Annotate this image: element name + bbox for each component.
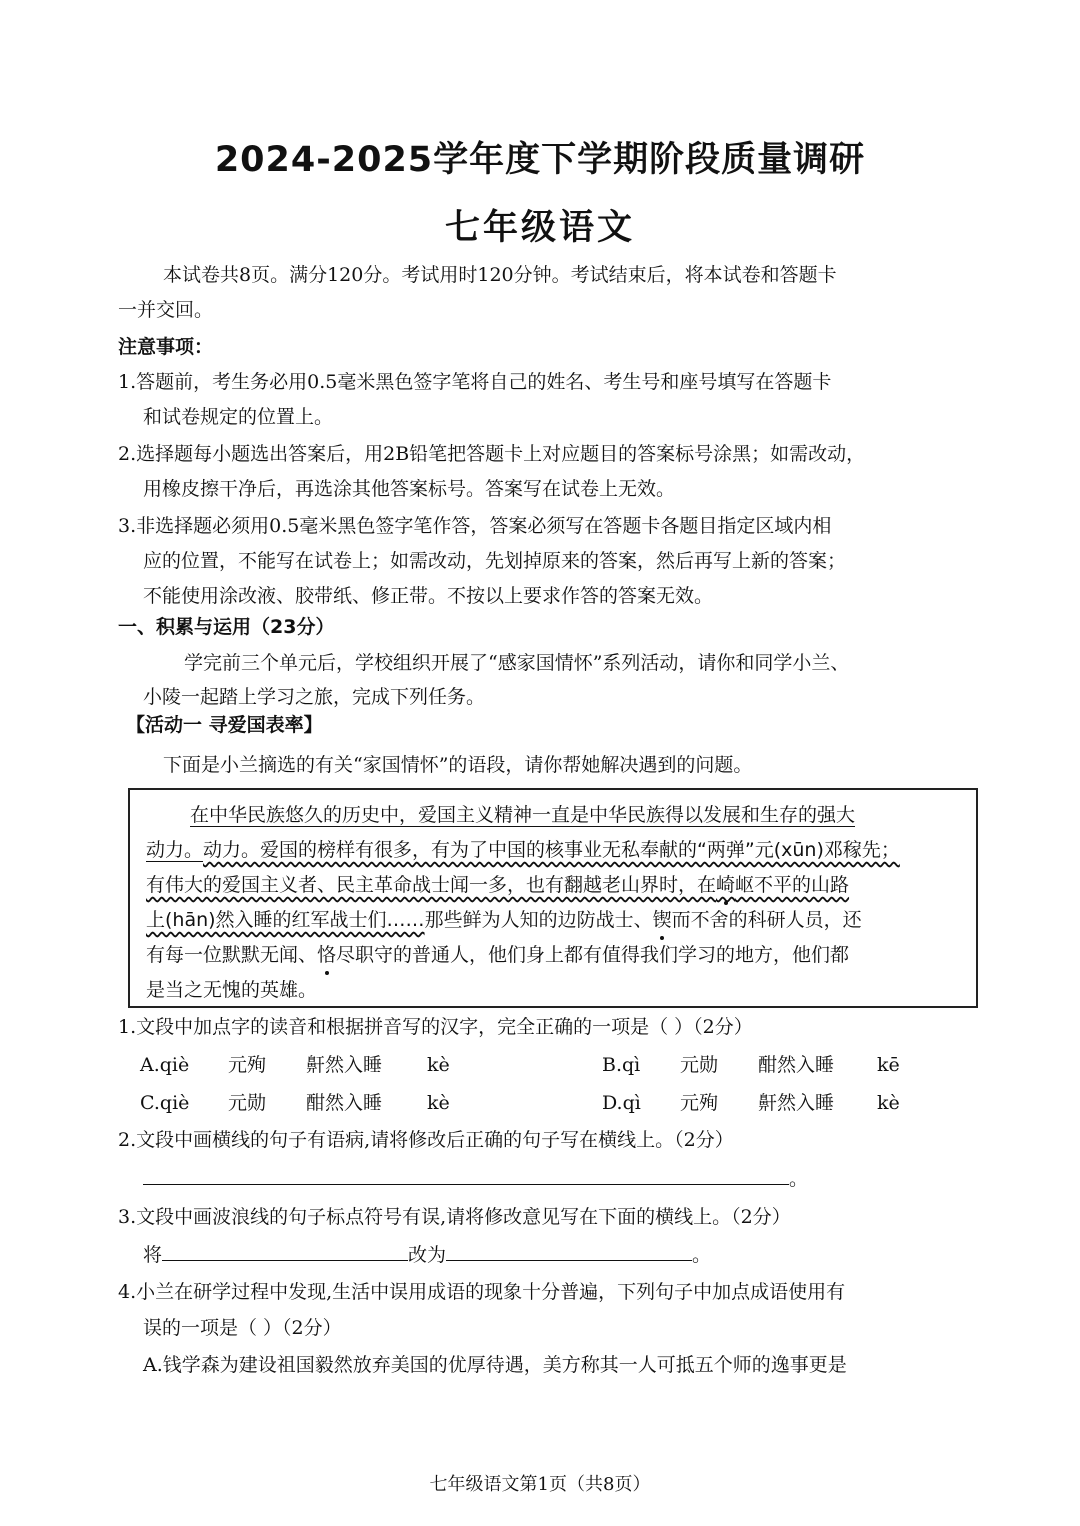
note-1-line-2: 和试卷规定的位置上。 bbox=[143, 406, 334, 428]
q1-option-c-idiom: 酣然入睡 bbox=[306, 1092, 383, 1114]
passage-box bbox=[128, 788, 978, 1008]
note-3-line-2: 应的位置，不能写在试卷上；如需改动，先划掉原来的答案，然后再写上新的答案； bbox=[143, 550, 847, 572]
q1-option-b-label[interactable]: B.qì bbox=[602, 1054, 641, 1076]
wavy-sentence-part-4: 上(hān)然入睡的红军战士们…… bbox=[146, 909, 425, 931]
passage-text-5a: 有每一位默默无闻、 bbox=[146, 944, 318, 966]
question-1-stem: 1.文段中加点字的读音和根据拼音写的汉字，完全正确的一项是（ ）（2分） bbox=[118, 1016, 753, 1038]
q1-option-b-idiom: 酣然入睡 bbox=[758, 1054, 835, 1076]
wavy-sentence-part-1: 动力。爱国的榜样有很多，有为了中国的核事业无私奉献的“两弹”元(xūn)邓稼先； bbox=[203, 839, 900, 861]
exam-title: 2024-2025学年度下学期阶段质量调研 bbox=[214, 140, 866, 180]
q4-option-a-line-1[interactable]: A.钱学森为建设祖国毅然放弃美国的优厚待遇，美方称其一人可抵五个师的逸事更是 bbox=[143, 1354, 847, 1376]
q1-option-a-label[interactable]: A.qiè bbox=[140, 1054, 190, 1076]
intro-line-2: 一并交回。 bbox=[118, 299, 214, 321]
notes-heading: 注意事项： bbox=[118, 336, 214, 358]
passage-line-6: 是当之无愧的英雄。 bbox=[146, 979, 318, 1001]
passage-line-1 bbox=[190, 802, 855, 828]
underlined-sentence-part-1: 在中华民族悠久的历史中，爱国主义精神一直是中华民族得以发展和生存的强大 bbox=[190, 804, 856, 826]
passage-line-5 bbox=[146, 942, 849, 968]
q1-option-d-idiom: 鼾然入睡 bbox=[758, 1092, 835, 1114]
q1-option-c-pinyin: kè bbox=[427, 1092, 450, 1114]
note-2-line-1: 2.选择题每小题选出答案后，用2B铅笔把答题卡上对应题目的答案标号涂黑；如需改动， bbox=[118, 443, 866, 465]
passage-line-4 bbox=[146, 907, 862, 933]
question-4-stem-2: 误的一项是（ ）（2分） bbox=[143, 1317, 342, 1339]
q2-answer-blank[interactable] bbox=[143, 1164, 789, 1185]
q3-jiang-label: 将 bbox=[143, 1244, 163, 1266]
section-1-intro-1: 学完前三个单元后，学校组织开展了“感家国情怀”系列活动，请你和同学小兰、 bbox=[184, 652, 850, 674]
question-4-stem-1: 4.小兰在研学过程中发现,生活中误用成语的现象十分普遍，下列句子中加点成语使用有 bbox=[118, 1281, 846, 1303]
question-3-answer-line bbox=[143, 1240, 711, 1268]
question-3-stem: 3.文段中画波浪线的句子标点符号有误,请将修改意见写在下面的横线上。（2分） bbox=[118, 1206, 791, 1228]
q1-option-c-label[interactable]: C.qiè bbox=[140, 1092, 190, 1114]
underlined-sentence-part-2: 动力。 bbox=[146, 839, 204, 861]
activity-1-title: 【活动一 寻爱国表率】 bbox=[126, 714, 323, 736]
dotted-char-ke: 恪 bbox=[317, 944, 337, 966]
activity-1-intro: 下面是小兰摘选的有关“家国情怀”的语段，请你帮她解决遇到的问题。 bbox=[163, 754, 753, 776]
q3-period: 。 bbox=[692, 1244, 712, 1266]
intro-line-1: 本试卷共8页。满分120分。考试用时120分钟。考试结束后，将本试卷和答题卡 bbox=[163, 264, 837, 286]
q3-corrected-blank[interactable] bbox=[446, 1240, 692, 1261]
passage-line-2 bbox=[146, 837, 900, 863]
page-footer: 七年级语文第1页（共8页） bbox=[429, 1474, 651, 1495]
q1-option-a-idiom: 鼾然入睡 bbox=[306, 1054, 383, 1076]
q1-option-b-pinyin: kē bbox=[877, 1054, 900, 1076]
q1-option-c-word: 元勋 bbox=[228, 1092, 267, 1114]
passage-text-5b: 尽职守的普通人，他们身上都有值得我们学习的地方，他们都 bbox=[336, 944, 850, 966]
exam-subject: 七年级语文 bbox=[444, 208, 635, 248]
q3-original-blank[interactable] bbox=[162, 1240, 408, 1261]
note-1-line-1: 1.答题前，考生务必用0.5毫米黑色签字笔将自己的姓名、考生号和座号填写在答题卡 bbox=[118, 371, 832, 393]
q2-period: 。 bbox=[789, 1168, 809, 1190]
q1-option-d-word: 元殉 bbox=[680, 1092, 719, 1114]
passage-text-4b: 那些鲜为人知的边防战士、 bbox=[424, 909, 653, 931]
dotted-char-qie: 锲 bbox=[652, 909, 672, 931]
dotted-char-qi: 崎 bbox=[716, 874, 736, 896]
q1-option-a-word: 元殉 bbox=[228, 1054, 267, 1076]
section-1-heading: 一、积累与运用（23分） bbox=[118, 616, 335, 638]
q1-option-a-pinyin: kè bbox=[427, 1054, 450, 1076]
wavy-sentence-part-2: 有伟大的爱国主义者、民主革命战士闻一多，也有翻越老山界时，在 bbox=[146, 874, 717, 896]
section-1-intro-2: 小陵一起踏上学习之旅，完成下列任务。 bbox=[143, 686, 486, 708]
question-2-stem: 2.文段中画横线的句子有语病,请将修改后正确的句子写在横线上。（2分） bbox=[118, 1129, 734, 1151]
q1-option-b-word: 元勋 bbox=[680, 1054, 719, 1076]
question-2-answer-line bbox=[143, 1164, 808, 1192]
passage-text-4c: 而不舍的科研人员，还 bbox=[671, 909, 862, 931]
note-3-line-1: 3.非选择题必须用0.5毫米黑色签字笔作答，答案必须写在答题卡各题目指定区域内相 bbox=[118, 515, 832, 537]
q3-gaiwei-label: 改为 bbox=[408, 1244, 447, 1266]
note-3-line-3: 不能使用涂改液、胶带纸、修正带。不按以上要求作答的答案无效。 bbox=[143, 585, 714, 607]
note-2-line-2: 用橡皮擦干净后，再选涂其他答案标号。答案写在试卷上无效。 bbox=[143, 478, 676, 500]
q1-option-d-label[interactable]: D.qì bbox=[602, 1092, 641, 1114]
passage-line-3 bbox=[146, 872, 849, 898]
q1-option-d-pinyin: kè bbox=[877, 1092, 900, 1114]
wavy-sentence-part-3: 岖不平的山路 bbox=[735, 874, 850, 896]
